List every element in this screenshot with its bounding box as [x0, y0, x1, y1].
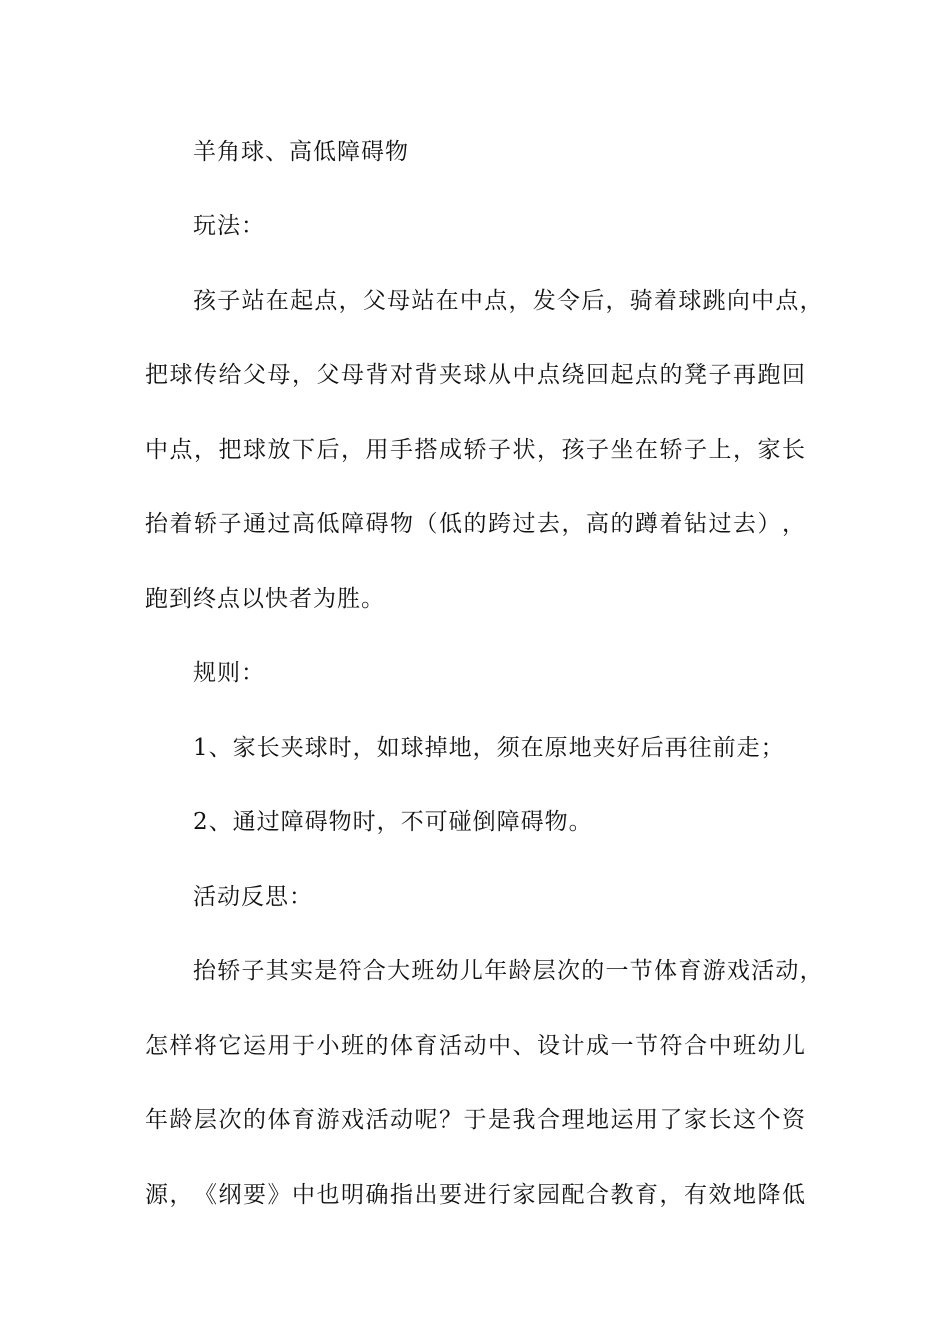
reflection-paragraph-line-4: 源 ， 《 纲 要 》 中 也 明 确 指 出 要 进 行 家 园 配 合 教 育 ， 有 效 地 降 低	[145, 1182, 805, 1208]
gameplay-paragraph-line-2: 把 球 传 给 父 母 ， 父 母 背 对 背 夹 球 从 中 点 绕 回 起 点 的 凳 子 再 跑 回	[145, 362, 805, 388]
gameplay-paragraph-line-4: 抬 着 轿 子 通 过 高 低 障 碍 物 （ 低 的 跨 过 去 ， 高 的 蹲 着 钻 过 去 ） ，	[145, 511, 805, 537]
gameplay-paragraph-line-1: 孩 子 站 在 起 点 ， 父 母 站 在 中 点 ， 发 令 后 ， 骑 着 球 跳 向 中 点 ，	[193, 288, 823, 314]
rule-2: 2、通过障碍物时，不可碰倒障碍物。	[193, 809, 593, 835]
materials-line: 羊角球、高低障碍物	[193, 139, 409, 165]
gameplay-paragraph-line-3: 中 点 ， 把 球 放 下 后 ， 用 手 搭 成 轿 子 状 ， 孩 子 坐 在 轿 子 上 ， 家 长	[145, 437, 805, 463]
rules-heading: 规则：	[193, 660, 265, 686]
reflection-heading: 活动反思：	[193, 884, 313, 910]
reflection-paragraph-line-3: 年 龄 层 次 的 体 育 游 戏 活 动 呢 ？ 于 是 我 合 理 地 运 用 了 家 长 这 个 资	[145, 1107, 805, 1133]
rule-1: 1、家长夹球时，如球掉地，须在原地夹好后再往前走；	[193, 735, 785, 761]
gameplay-paragraph-line-5: 跑到终点以快者为胜。	[145, 586, 385, 612]
reflection-paragraph-line-2: 怎 样 将 它 运 用 于 小 班 的 体 育 活 动 中 、 设 计 成 一 节 符 合 中 班 幼 儿	[145, 1033, 805, 1059]
gameplay-heading: 玩法：	[193, 213, 265, 239]
reflection-paragraph-line-1: 抬 轿 子 其 实 是 符 合 大 班 幼 儿 年 龄 层 次 的 一 节 体 育 游 戏 活 动 ，	[193, 958, 823, 984]
